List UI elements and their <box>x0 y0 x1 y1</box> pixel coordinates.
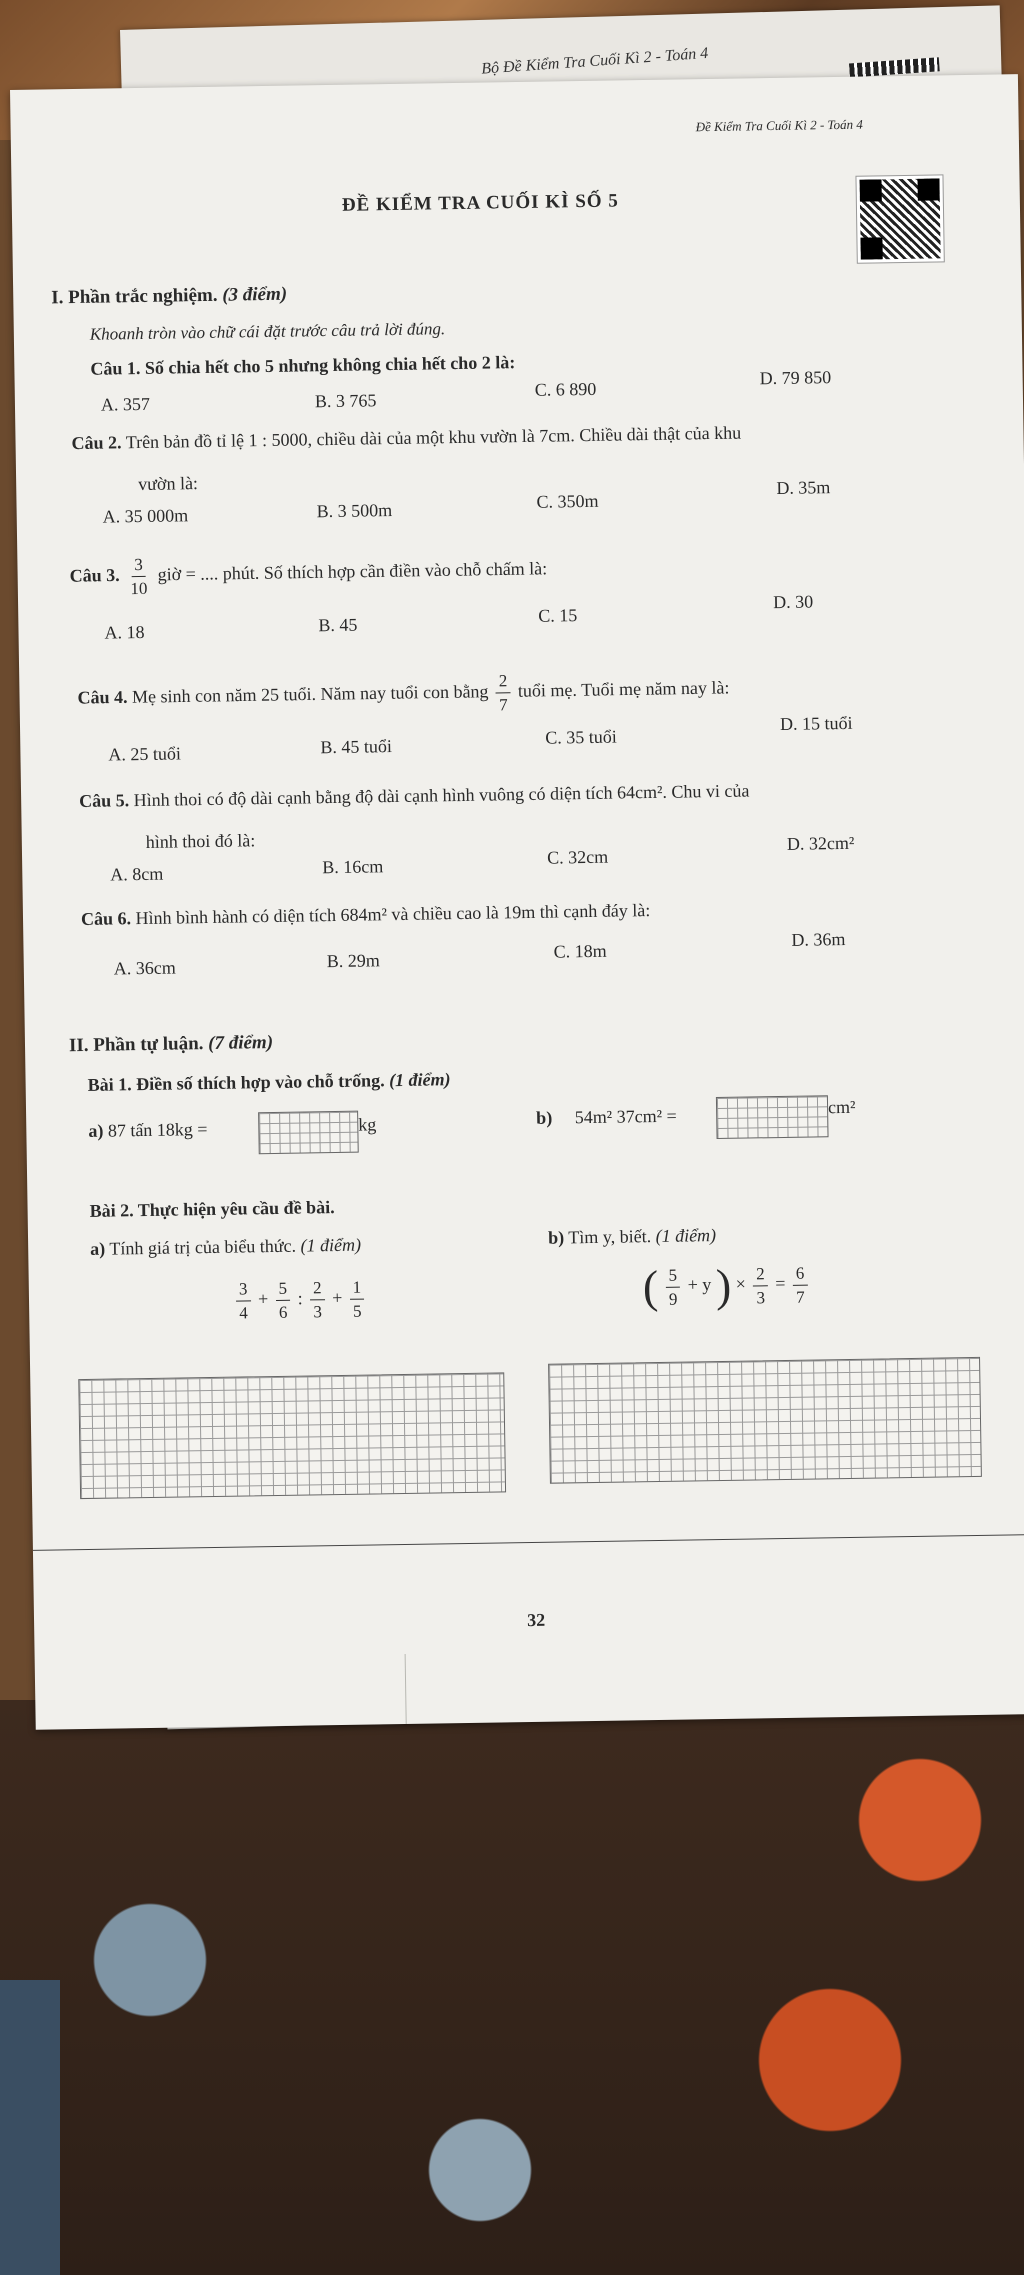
qr-code <box>856 175 943 262</box>
q6-option-c[interactable]: C. 18m <box>553 940 607 962</box>
part1-heading <box>51 284 287 310</box>
q2-option-c[interactable]: C. 350m <box>536 490 599 512</box>
question-3-text: giờ = .... phút. Số thích hợp cần điền vào chỗ chấm là: <box>157 558 548 585</box>
bai2-a-work-grid[interactable] <box>78 1372 506 1499</box>
part1-title: I. Phần trắc nghiệm. <box>51 284 218 309</box>
question-1-text: Số chia hết cho 5 nhưng không chia hết cho 2 là: <box>144 352 516 378</box>
question-4-text-after: tuổi mẹ. Tuổi mẹ năm nay là: <box>517 677 730 701</box>
exam-page <box>10 74 1024 1730</box>
bai2-heading: Bài 2. Thực hiện yêu cầu đề bài. <box>89 1197 335 1221</box>
bai2-a: a) Tính giá trị của biểu thức. (1 điểm) <box>90 1234 362 1259</box>
question-1 <box>90 352 515 380</box>
q2-option-d[interactable]: D. 35m <box>776 477 831 499</box>
q1-option-a[interactable]: A. 357 <box>100 393 151 415</box>
part2-heading <box>69 1032 273 1057</box>
q4-option-c[interactable]: C. 35 tuổi <box>545 726 617 748</box>
question-6-label: Câu 6. <box>80 908 132 929</box>
page-header: Đề Kiểm Tra Cuối Kì 2 - Toán 4 <box>695 116 863 135</box>
question-4-label: Câu 4. <box>77 686 128 708</box>
exam-title: ĐỀ KIỂM TRA CUỐI KÌ SỐ 5 <box>341 190 620 216</box>
part2-points: (7 điểm) <box>208 1031 274 1055</box>
bai1-heading: Bài 1. Điền số thích hợp vào chỗ trống. (1 điểm) <box>87 1069 451 1095</box>
question-5-label: Câu 5. <box>79 790 130 811</box>
bai1-b-answer-box[interactable] <box>716 1095 829 1139</box>
page-number: 32 <box>526 1609 546 1631</box>
question-5-text: Hình thoi có độ dài cạnh bằng độ dài cạnh hình vuông có diện tích 64cm². Chu vi của <box>133 780 750 811</box>
q2-option-a[interactable]: A. 35 000m <box>102 505 189 527</box>
back-page-qr-code <box>849 57 940 77</box>
q4-option-d[interactable]: D. 15 tuổi <box>779 712 853 734</box>
q6-option-b[interactable]: B. 29m <box>326 950 380 972</box>
q1-option-c[interactable]: C. 6 890 <box>534 378 597 400</box>
question-1-label: Câu 1. <box>90 357 141 379</box>
q3-option-c[interactable]: C. 15 <box>538 605 578 626</box>
paper-fold-crease <box>405 1654 407 1724</box>
question-2-label: Câu 2. <box>71 432 122 454</box>
question-6 <box>81 900 651 930</box>
q3-option-d[interactable]: D. 30 <box>772 591 814 613</box>
q5-option-d[interactable]: D. 32cm² <box>786 832 855 854</box>
part1-points: (3 điểm) <box>222 283 288 306</box>
back-page-header: Bộ Đề Kiểm Tra Cuối Kì 2 - Toán 4 <box>480 44 709 78</box>
q4-option-a[interactable]: A. 25 tuổi <box>108 743 182 765</box>
q4-option-b[interactable]: B. 45 tuổi <box>320 736 393 758</box>
bai1-b-unit: cm² <box>827 1096 856 1118</box>
q5-option-b[interactable]: B. 16cm <box>322 856 384 878</box>
bai1-a-unit: kg <box>358 1114 377 1135</box>
question-3-fraction: $\frac{3}{10}$ <box>130 554 148 599</box>
question-2-text: Trên bản đồ tỉ lệ 1 : 5000, chiều dài của một khu vườn là 7cm. Chiều dài thật của khu <box>125 422 742 453</box>
question-2-text-cont: vườn là: <box>138 473 199 495</box>
question-4 <box>77 669 730 720</box>
question-3 <box>69 550 547 598</box>
bai1-a-answer-box[interactable] <box>258 1111 359 1155</box>
expression-b: ( $\frac{5}{9}$ + y ) × $\frac{2}{3}$ = $\frac{6}{7}$ <box>643 1262 811 1311</box>
part1-instruction: Khoanh tròn vào chữ cái đặt trước câu trả lời đúng. <box>89 319 446 344</box>
q3-option-a[interactable]: A. 18 <box>104 621 145 643</box>
question-4-fraction: $\frac{2}{7}$ <box>496 672 511 713</box>
question-4-text: Mẹ sinh con năm 25 tuổi. Năm nay tuổi con bằng <box>131 681 489 707</box>
background-blue-cloth <box>0 1980 60 2275</box>
question-3-label: Câu 3. <box>69 564 120 586</box>
question-5-text-cont: hình thoi đó là: <box>145 830 256 852</box>
q3-option-b[interactable]: B. 45 <box>318 614 358 636</box>
bai2-b-work-grid[interactable] <box>548 1357 982 1484</box>
q5-option-a[interactable]: A. 8cm <box>110 863 164 885</box>
background-quilt <box>0 1700 1024 2275</box>
expression-a: $\frac{3}{4}$ + $\frac{5}{6}$ : $\frac{2}{3}$ + $\frac{1}{5}$ <box>233 1279 368 1322</box>
q1-option-d[interactable]: D. 79 850 <box>759 367 832 389</box>
q2-option-b[interactable]: B. 3 500m <box>316 500 393 522</box>
question-5 <box>79 780 750 812</box>
q6-option-a[interactable]: A. 36cm <box>113 957 176 979</box>
q6-option-d[interactable]: D. 36m <box>791 928 846 950</box>
q1-option-b[interactable]: B. 3 765 <box>314 390 377 412</box>
part2-title: II. Phần tự luận. <box>68 1033 204 1057</box>
bai1-a: a) 87 tấn 18kg = <box>88 1119 208 1141</box>
bai1-b: b) 54m² 37cm² = <box>536 1105 677 1128</box>
question-6-text: Hình bình hành có diện tích 684m² và chiều cao là 19m thì cạnh đáy là: <box>135 900 651 929</box>
question-2 <box>71 423 741 455</box>
q5-option-c[interactable]: C. 32cm <box>546 846 609 868</box>
page-bottom-rule <box>33 1534 1024 1551</box>
bai2-b: b) Tìm y, biết. (1 điểm) <box>547 1225 717 1248</box>
